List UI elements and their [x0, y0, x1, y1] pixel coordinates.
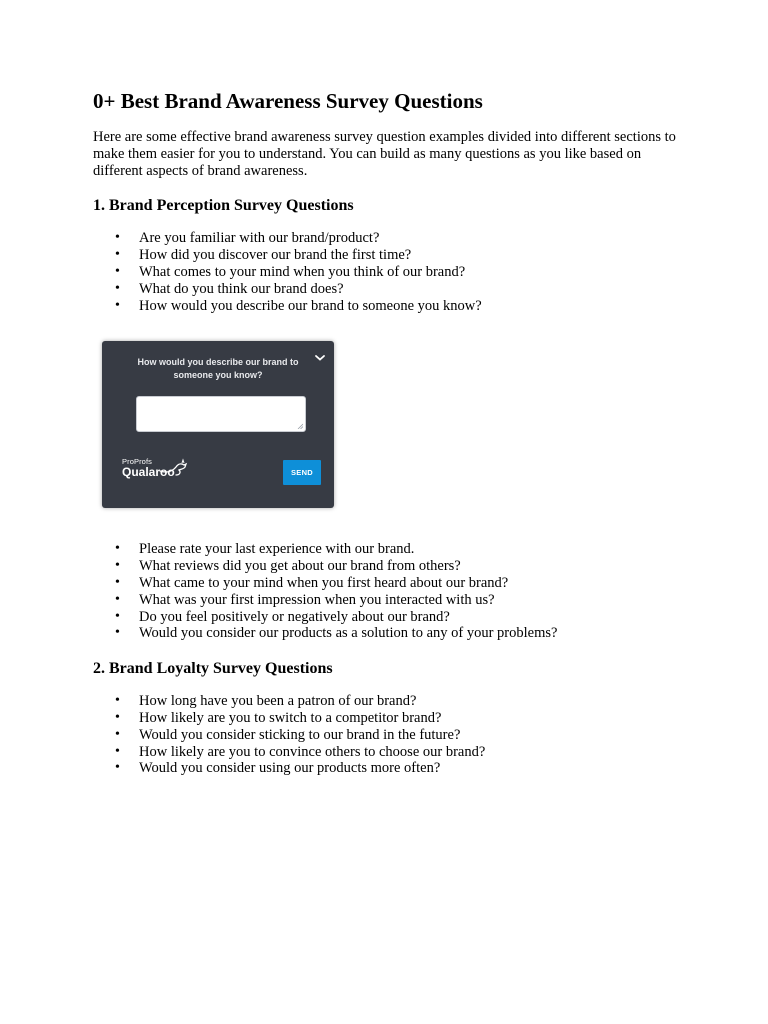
list-item: • How did you discover our brand the first time? — [139, 247, 683, 264]
list-item: • Are you familiar with our brand/product? — [139, 230, 683, 247]
list-item: • What came to your mind when you first heard about our brand? — [139, 575, 683, 592]
perception-question-list — [93, 230, 683, 314]
survey-widget-image — [99, 338, 339, 513]
loyalty-question-list — [93, 693, 683, 777]
list-item: • Please rate your last experience with our brand. — [139, 541, 683, 558]
send-button[interactable]: SEND — [283, 460, 321, 485]
intro-paragraph: Here are some effective brand awareness survey question examples divided into different sections to make them easier for you to understand. You can build as many questions as you like based on different aspects of brand awareness. — [93, 129, 676, 179]
list-item: • How would you describe our brand to someone you know? — [139, 298, 683, 315]
widget-answer-textarea[interactable] — [136, 396, 306, 432]
section-heading-brand-loyalty: 2. Brand Loyalty Survey Questions — [93, 660, 333, 678]
survey-widget — [102, 341, 334, 508]
list-item: • How likely are you to convince others to choose our brand? — [139, 744, 683, 761]
chevron-down-icon[interactable] — [314, 353, 326, 363]
list-item: • What do you think our brand does? — [139, 281, 683, 298]
list-item: • Do you feel positively or negatively about our brand? — [139, 609, 683, 626]
logo-proprofs-text: ProProfs — [122, 457, 152, 467]
document-page — [93, 88, 683, 777]
widget-question: How would you describe our brand to someone you know? — [137, 357, 299, 381]
list-item: • Would you consider sticking to our brand in the future? — [139, 727, 683, 744]
list-item: • How likely are you to switch to a competitor brand? — [139, 710, 683, 727]
list-item: • Would you consider our products as a solution to any of your problems? — [139, 625, 683, 642]
resize-grip-icon — [297, 423, 303, 429]
list-item: • What was your first impression when you interacted with us? — [139, 592, 683, 609]
qualaroo-logo — [122, 458, 175, 479]
logo-qualaroo-text: Qualaroo — [122, 465, 175, 480]
perception-question-list-continued — [93, 541, 683, 642]
page-title: 0+ Best Brand Awareness Survey Questions — [93, 89, 483, 113]
list-item: • How long have you been a patron of our brand? — [139, 693, 683, 710]
list-item: • What comes to your mind when you think of our brand? — [139, 264, 683, 281]
list-item: • What reviews did you get about our brand from others? — [139, 558, 683, 575]
kangaroo-icon — [158, 458, 188, 478]
section-heading-brand-perception: 1. Brand Perception Survey Questions — [93, 197, 354, 215]
list-item: • Would you consider using our products more often? — [139, 760, 683, 777]
